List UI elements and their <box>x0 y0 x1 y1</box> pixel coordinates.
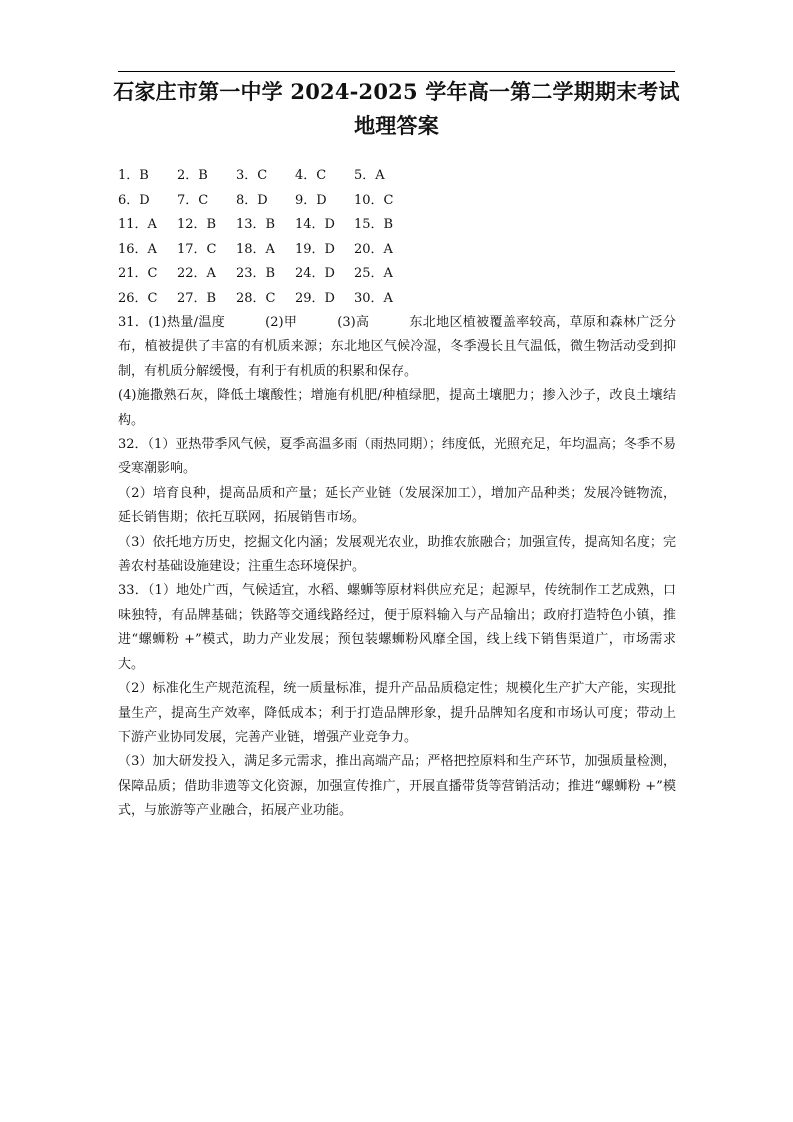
answer-item: 30．A <box>354 290 393 306</box>
answer-item: 4．C <box>295 168 327 183</box>
answer-item: 2．B <box>177 168 208 183</box>
q31-answer-part1: 31．(1)热量/温度 (2)甲 (3)高 东北地区植被覆盖率较高，草原和森林广泛分布，植被提供了丰富的有机质来源；东北地区气候冷湿，冬季漫长且气温低，微生物活动受到抑制，有机质分解缓慢，有利于有机质的积累和保存。 <box>118 315 676 379</box>
answer-item: 24．D <box>295 266 335 282</box>
page-title: 石家庄市第一中学 2024-2025 学年高一第二学期期末考试 <box>113 79 680 104</box>
q33-answer-part3: （3）加大研发投入，满足多元需求，推出高端产品；严格把控原料和生产环节，加强质量检测，保障品质；借助非遗等文化资源，加强宣传推广，开展直播带货等营销活动；推进“螺蛳粉 +”模式，与旅游等产业融合，拓展产业功能。 <box>118 754 676 819</box>
answer-item: 3．C <box>236 168 268 183</box>
answer-item: 9．D <box>295 192 327 208</box>
answer-item: 27．B <box>177 290 217 306</box>
answer-item: 8．D <box>236 192 268 208</box>
answer-item: 5．A <box>354 168 385 183</box>
answer-item: 21．C <box>118 266 158 282</box>
q33-answer-part1: 33．（1）地处广西，气候适宜，水稻、螺蛳等原材料供应充足；起源早，传统制作工艺成熟，口味独特，有品牌基础；铁路等交通线路经过，便于原料输入与产品输出；政府打造特色小镇，推进“螺蛳粉 +”模式，助力产业发展；预包装螺蛳粉风靡全国，线上线下销售渠道广，市场需求大。 <box>118 583 676 672</box>
answer-row <box>118 213 678 238</box>
answer-item: 12．B <box>177 217 217 233</box>
choice-answers <box>118 164 678 312</box>
answer-row <box>118 287 678 312</box>
page-subtitle: 地理答案 <box>354 113 439 138</box>
answer-item: 26．C <box>118 290 158 306</box>
answer-item: 15．B <box>354 217 394 233</box>
q33-answer-part2: （2）标准化生产规范流程，统一质量标准，提升产品品质稳定性；规模化生产扩大产能，实现批量生产，提高生产效率，降低成本；利于打造品牌形象，提升品牌知名度和市场认可度；带动上下游产业协同发展，完善产业链，增强产业竞争力。 <box>118 681 676 745</box>
answer-item: 19．D <box>295 241 335 257</box>
answer-item: 25．A <box>354 266 393 282</box>
answer-item: 18．A <box>236 241 275 257</box>
answer-item: 22．A <box>177 266 216 282</box>
answer-row <box>118 262 678 287</box>
answer-item: 17．C <box>177 241 217 257</box>
answer-row <box>118 238 678 263</box>
answer-item: 11．A <box>118 217 157 233</box>
q32-answer-part2: （2）培育良种，提高品质和产量；延长产业链（发展深加工），增加产品种类；发展冷链物流，延长销售期；依托互联网，拓展销售市场。 <box>118 485 676 526</box>
answer-item: 23．B <box>236 266 276 282</box>
answer-row <box>118 189 678 214</box>
q31-answer-part4: (4)施撒熟石灰，降低土壤酸性；增施有机肥/种植绿肥，提高土壤肥力；掺入沙子，改良土壤结构。 <box>118 388 676 428</box>
answer-item: 1．B <box>118 168 149 183</box>
answer-item: 16．A <box>118 241 157 257</box>
answer-item: 6．D <box>118 192 150 208</box>
essay-answers <box>118 311 676 824</box>
header-rule <box>118 71 675 72</box>
answer-item: 29．D <box>295 290 335 306</box>
answer-item: 28．C <box>236 290 276 306</box>
q32-answer-part1: 32．（1）亚热带季风气候，夏季高温多雨（雨热同期）；纬度低，光照充足，年均温高；冬季不易受寒潮影响。 <box>118 437 676 477</box>
answer-item: 14．D <box>295 217 335 233</box>
q32-answer-part3: （3）依托地方历史，挖掘文化内涵；发展观光农业，助推农旅融合；加强宣传，提高知名度；完善农村基础设施建设；注重生态环境保护。 <box>118 534 676 575</box>
answer-item: 7．C <box>177 192 209 208</box>
answer-item: 20．A <box>354 241 393 257</box>
answer-item: 13．B <box>236 217 276 233</box>
answer-item: 10．C <box>354 192 394 208</box>
answer-row <box>118 164 678 189</box>
